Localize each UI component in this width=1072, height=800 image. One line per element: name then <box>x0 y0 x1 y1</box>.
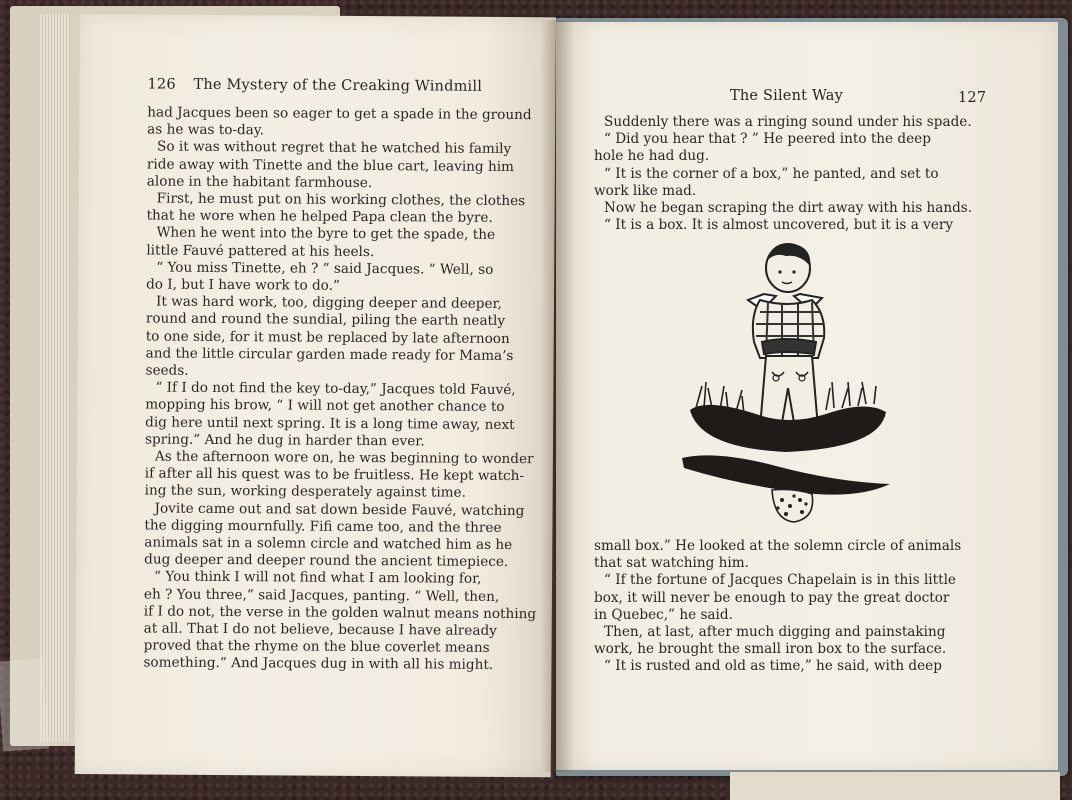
text-line: dug deeper and deeper round the ancient timepiece. <box>144 551 509 571</box>
tape-strip <box>0 659 49 752</box>
left-running-head: The Mystery of the Creaking Windmill <box>193 76 483 95</box>
text-line: “ Did you hear that ? ” He peered into the deep <box>604 131 931 148</box>
text-line: that sat watching him. <box>594 555 749 572</box>
text-line: “ It is a box. It is almost uncovered, but it is a very <box>604 217 954 234</box>
right-running-head: The Silent Way <box>730 88 844 104</box>
text-line: the digging mournfully. Fifi came too, and the three <box>144 517 502 536</box>
text-line: work like mad. <box>594 182 697 199</box>
text-line: So it was without regret that he watched his family <box>157 138 512 158</box>
text-line: as he was to-day. <box>147 121 265 139</box>
text-line: that he wore when he helped Papa clean the byre. <box>146 207 493 227</box>
text-line: As the afternoon wore on, he was beginning to wonder <box>154 448 534 468</box>
text-line: alone in the habitant farmhouse. <box>146 173 373 191</box>
boy-kneeling-in-hole-icon <box>676 238 896 528</box>
left-page <box>75 14 556 777</box>
text-line: It was hard work, too, digging deeper and deeper, <box>155 293 502 313</box>
text-line: and the little circular garden made ready for Mama’s <box>145 345 514 364</box>
text-line: animals sat in a solemn circle and watched him as he <box>144 534 513 554</box>
text-line: “ It is rusted and old as time,” he said, with deep <box>604 658 942 675</box>
text-line: do I, but I have work to do.” <box>146 276 340 294</box>
left-page-edges <box>40 14 70 742</box>
text-line: something.” And Jacques dug in with all his might. <box>143 654 494 674</box>
text-line: at all. That I do not believe, because I have already <box>143 620 497 639</box>
text-line: little Fauvé pattered at his heels. <box>146 242 375 260</box>
text-line: Jovite came out and sat down beside Fauvé, watching <box>154 500 525 519</box>
text-line: round and round the sundial, piling the earth neatly <box>145 310 506 330</box>
text-line: spring.” And he dug in harder than ever. <box>144 431 425 450</box>
text-line: Then, at last, after much digging and painstaking <box>604 624 946 640</box>
text-line: “ You think I will not find what I am looking for, <box>154 568 482 588</box>
text-line: seeds. <box>145 362 189 379</box>
text-line: proved that the rhyme on the blue coverlet means <box>143 637 490 657</box>
text-line: Suddenly there was a ringing sound under his spade. <box>604 114 972 130</box>
text-line: “ You miss Tinette, eh ? ” said Jacques. “ Well, so <box>156 259 494 278</box>
text-line: in Quebec,” he said. <box>594 606 733 623</box>
text-line: “ If I do not find the key to-day,” Jacques told Fauvé, <box>155 379 516 399</box>
text-line: “ It is the corner of a box,” he panted, and set to <box>604 165 939 182</box>
text-line: to one side, for it must be replaced by late afternoon <box>145 328 510 347</box>
text-line: box, it will never be enough to pay the great doctor <box>594 589 950 606</box>
text-line: had Jacques been so eager to get a spade in the ground <box>147 104 532 124</box>
text-line: ride away with Tinette and the blue cart, leaving him <box>146 156 515 175</box>
text-line: ing the sun, working desperately against time. <box>144 482 467 502</box>
text-line: First, he must put on his working clothes, the clothes <box>156 190 526 210</box>
text-line: Now he began scraping the dirt away with his hands. <box>604 200 973 216</box>
text-line: if I do not, the verse in the golden walnut means nothing <box>143 603 537 622</box>
right-page-number: 127 <box>958 90 987 106</box>
text-line: small box.” He looked at the solemn circle of animals <box>594 538 962 554</box>
text-line: hole he had dug. <box>594 148 710 165</box>
left-page-number: 126 <box>147 76 176 93</box>
text-line: dig here until next spring. It is a long time away, next <box>145 414 515 433</box>
bottom-paper-edge <box>730 772 1060 800</box>
text-line: eh ? You three,” said Jacques, panting. “ Well, then, <box>143 586 500 605</box>
text-line: if after all his quest was to be fruitless. He kept watch- <box>144 465 525 485</box>
text-line: work, he brought the small iron box to the surface. <box>594 641 947 658</box>
text-line: mopping his brow, “ I will not get another chance to <box>145 396 505 416</box>
text-line: “ If the fortune of Jacques Chapelain is in this little <box>604 572 956 589</box>
text-line: When he went into the byre to get the spade, the <box>156 224 496 244</box>
